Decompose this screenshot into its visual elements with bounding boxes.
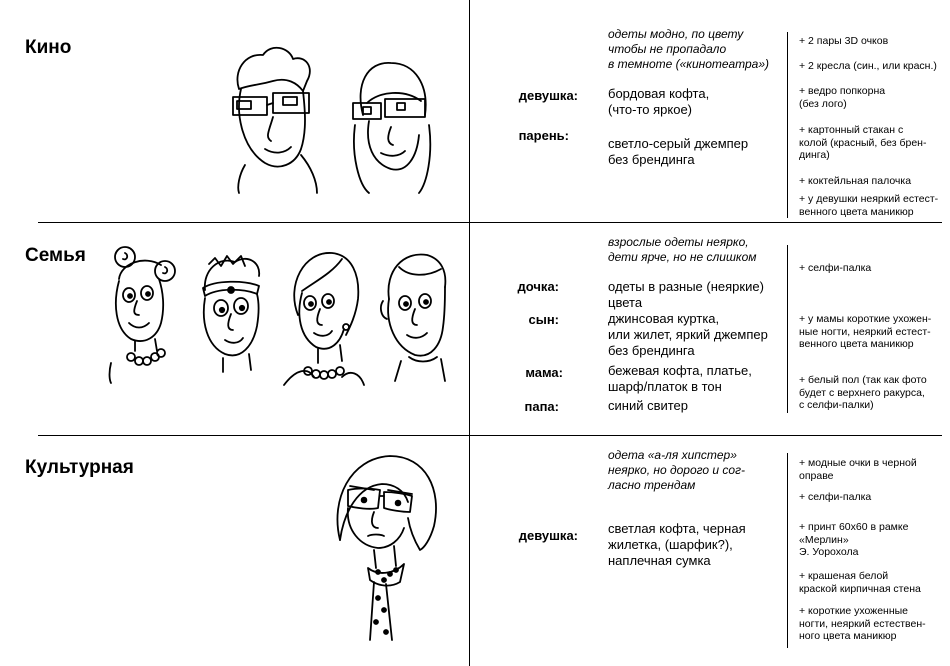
section-title: Семья [25,245,86,266]
woman-3d-glasses-illustration [345,45,435,195]
props-item: + ведро попкорна (без лого) [799,85,886,110]
column-divider [469,0,470,666]
role-label: девушка: [518,528,578,543]
props-item: + принт 60х60 в рамке «Мерлин» Э. Уорохола [799,521,909,558]
items-divider-culture [787,453,788,648]
dress-note: взрослые одеты неярко, дети ярче, но не слишком [608,235,757,264]
role-label: папа: [524,399,559,414]
props-item: + у мамы короткие ухожен- ные ногти, неяркий естест- венного цвета маникюр [799,313,932,350]
role-description: джинсовая куртка, или жилет, яркий джемпер без брендинга [608,311,768,358]
role-description: бежевая кофта, платье, шарф/платок в тон [608,363,752,394]
props-item: + картонный стакан с колой (красный, без брен- динга) [799,124,927,161]
props-item: + коктейльная палочка [799,175,912,187]
props-item: + у девушки неяркий естест- венного цвета маникюр [799,193,939,218]
section-divider [38,222,942,223]
mom-illustration [280,245,365,395]
role-label: парень: [518,128,569,143]
section-divider [38,435,942,436]
role-description: синий свитер [608,398,689,413]
role-description: светлая кофта, черная жилетка, (шарфик?), наплечная сумка [608,521,746,568]
items-divider-family [787,245,788,413]
section-title: Кино [25,37,72,58]
role-description: светло-серый джемпер без брендинга [608,136,749,167]
items-divider-kino [787,32,788,218]
hipster-girl-illustration [330,450,445,645]
role-description: одеты в разные (неяркие) цвета [608,279,764,310]
props-item: + 2 пары 3D очков [799,35,889,47]
dress-note: одета «а-ля хипстер» неярко, но дорого и сог- ласно трендам [608,448,746,492]
props-item: + белый пол (так как фото будет с верхнего ракурса, с селфи-палки) [799,374,927,411]
daughter-illustration [105,243,180,383]
props-item: + короткие ухоженные ногти, неяркий естествен- ного цвета маникюр [799,605,926,642]
man-3d-glasses-illustration [225,45,315,195]
props-item: + селфи-палка [799,262,872,274]
role-label: девушка: [518,88,578,103]
role-label: мама: [525,365,563,380]
props-item: + 2 кресла (син., или красн.) [799,60,937,72]
role-description: бордовая кофта, (что-то яркое) [608,86,710,117]
dress-note: одеты модно, по цвету чтобы не пропадало в темноте («кинотеатра») [608,27,770,71]
role-label: дочка: [517,279,559,294]
props-item: + крашеная белой краской кирпичная стена [799,570,921,595]
son-illustration [195,250,270,390]
props-item: + селфи-палка [799,491,872,503]
dad-illustration [375,247,450,387]
props-item: + модные очки в черной оправе [799,457,917,482]
role-label: сын: [528,312,559,327]
section-title: Культурная [25,457,134,478]
